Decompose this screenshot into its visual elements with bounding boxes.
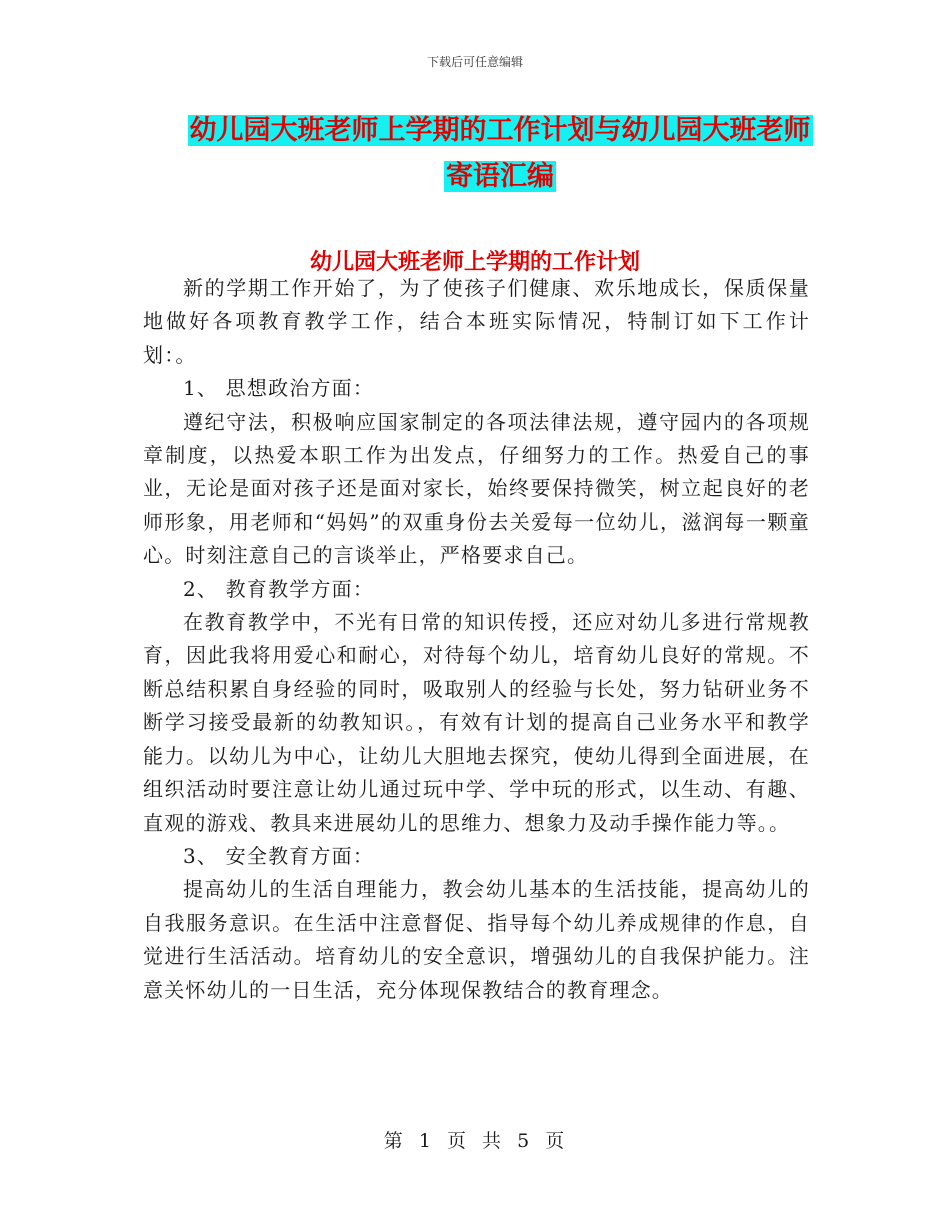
footer-total-label: 共 — [482, 1130, 504, 1152]
footer-total-pages: 5 — [517, 1130, 532, 1152]
page-footer — [0, 1126, 950, 1153]
document-title — [150, 108, 850, 200]
paragraph-safety: 提高幼儿的生活自理能力，教会幼儿基本的生活技能，提高幼儿的自我服务意识。在生活中注意督促、指导每个幼儿养成规律的作息，自觉进行生活活动。培育幼儿的安全意识，增强幼儿的自我保护能力。注意关怀幼儿的一日生活，充分体现保教结合的教育理念。 — [143, 877, 810, 1002]
section-title: 幼儿园大班老师上学期的工作计划 — [309, 250, 640, 275]
heading-ideology: 1、 思想政治方面： — [183, 376, 375, 401]
footer-prefix: 第 — [383, 1130, 405, 1152]
document-title-line-1: 幼儿园大班老师上学期的工作计划与幼儿园大班老师 — [189, 115, 811, 146]
paragraph-teaching: 在教育教学中，不光有日常的知识传授，还应对幼儿多进行常规教育，因此我将用爱心和耐心，对待每个幼儿，培育幼儿良好的常规。不断总结积累自身经验的同时，吸取别人的经验与长处，努力钻研业务不断学习接受最新的幼教知识。，有效有计划的提高自己业务水平和教学能力。以幼儿为中心，让幼儿大胆地去探究，使幼儿得到全面进展，在组织活动时要注意让幼儿通过玩中学、学中玩的形式，以生动、有趣、直观的游戏、教具来进展幼儿的思维力、想象力及动手操作能力等。。 — [143, 610, 810, 835]
document-title-line-2: 寄语汇编 — [446, 161, 554, 192]
paragraph-intro: 新的学期工作开始了，为了使孩子们健康、欢乐地成长，保质保量地做好各项教育教学工作，结合本班实际情况，特制订如下工作计划：。 — [143, 276, 810, 367]
document-body — [143, 272, 810, 1007]
paragraph-ideology: 遵纪守法，积极响应国家制定的各项法律法规，遵守园内的各项规章制度，以热爱本职工作为出发点，仔细努力的工作。热爱自己的事业，无论是面对孩子还是面对家长，始终要保持微笑，树立起良好的老师形象，用老师和“妈妈”的双重身份去关爱每一位幼儿，滋润每一颗童心。时刻注意自己的言谈举止，严格要求自己。 — [143, 409, 810, 568]
header-note: 下载后可任意编辑 — [426, 55, 523, 69]
footer-page-label: 页 — [446, 1130, 468, 1152]
footer-current-page: 1 — [418, 1130, 433, 1152]
heading-teaching: 2、 教育教学方面： — [183, 576, 375, 601]
footer-suffix: 页 — [545, 1130, 567, 1152]
heading-safety: 3、 安全教育方面： — [183, 843, 375, 868]
